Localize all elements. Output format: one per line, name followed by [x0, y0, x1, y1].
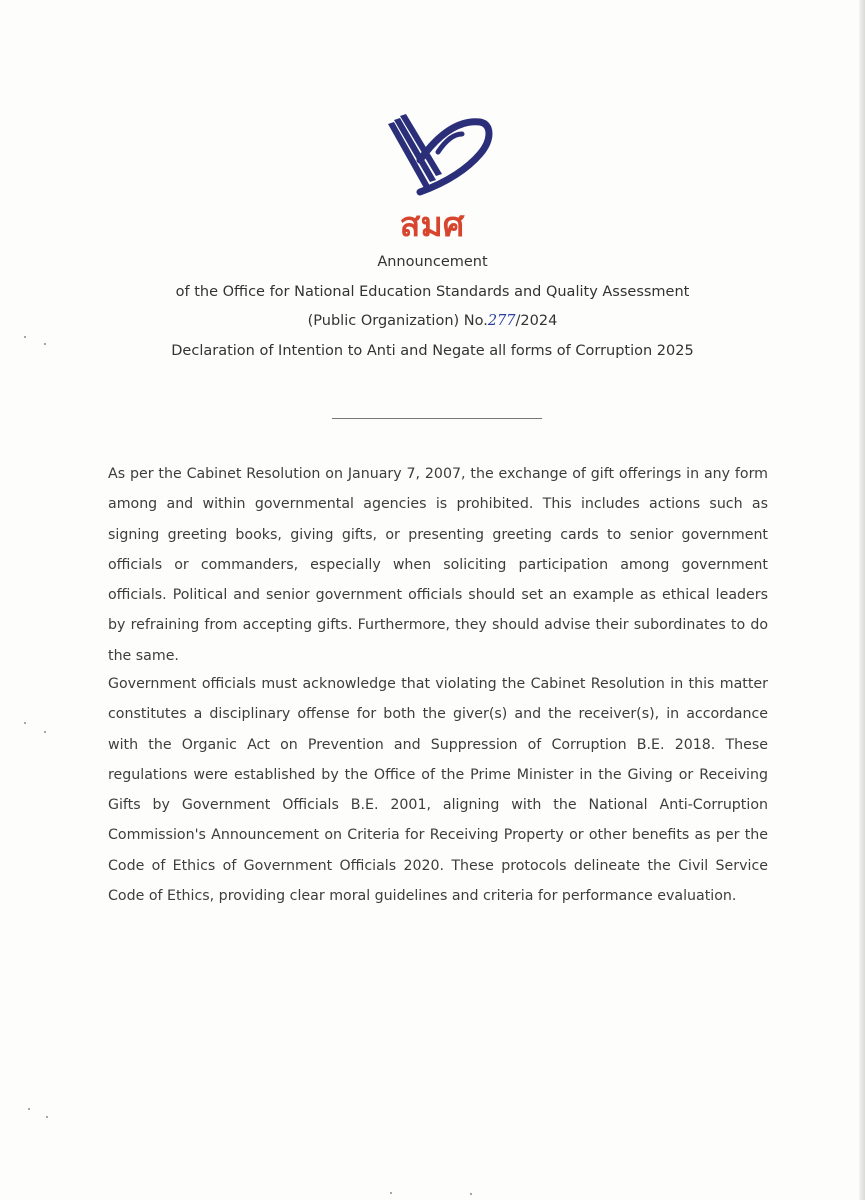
- scan-speck: [24, 336, 26, 338]
- body-paragraph-2: Government officials must acknowledge that violating the Cabinet Resolution in this matter constitutes a disciplinary offense for both the giver(s) and the receiver(s), in accordance with the Organic Act on Prevention and Suppression of Corruption B.E. 2018. These regulations were established by the Office of the Prime Minister in the Giving or Receiving Gifts by Government Officials B.E. 2001, aligning with the National Anti-Corruption Commission's Announcement on Criteria for Receiving Property or other benefits as per the Code of Ethics of Government Officials 2020. These protocols delineate the Civil Service Code of Ethics, providing clear moral guidelines and criteria for performance evaluation.: [108, 676, 768, 905]
- scan-speck: [24, 722, 26, 724]
- body-paragraph-1: As per the Cabinet Resolution on January 7, 2007, the exchange of gift offerings in any form among and within governmental agencies is prohibited. This includes actions such as signing greeting books, giving gifts, or presenting greeting cards to senior government officials or commanders, especially when soliciting participation among government officials. Political and senior government officials should set an example as ethical leaders by refraining from accepting gifts. Furthermore, they should advise their subordinates to do the same.: [108, 466, 768, 664]
- handwritten-number: 277: [487, 313, 516, 329]
- number-year: /2024: [515, 313, 558, 329]
- scan-speck: [390, 1192, 392, 1194]
- logo-wordmark-text: สมศ: [399, 205, 465, 242]
- scan-speck: [470, 1193, 472, 1195]
- heading-divider: [332, 418, 542, 419]
- announcement-subject: Declaration of Intention to Anti and Negate all forms of Corruption 2025: [171, 343, 694, 359]
- onesqa-thai-wordmark: [365, 202, 500, 242]
- scan-speck: [28, 1108, 30, 1110]
- onesqa-emblem-icon: [380, 112, 495, 200]
- scan-speck: [44, 343, 46, 345]
- issuing-office: of the Office for National Education Standards and Quality Assessment: [175, 284, 690, 300]
- number-prefix: (Public Organization) No.: [307, 313, 488, 329]
- scan-speck: [44, 731, 46, 733]
- announcement-number-line: [0, 313, 865, 329]
- scan-speck: [46, 1116, 48, 1118]
- page-edge-shadow: [859, 0, 865, 1200]
- announcement-title: Announcement: [377, 254, 488, 270]
